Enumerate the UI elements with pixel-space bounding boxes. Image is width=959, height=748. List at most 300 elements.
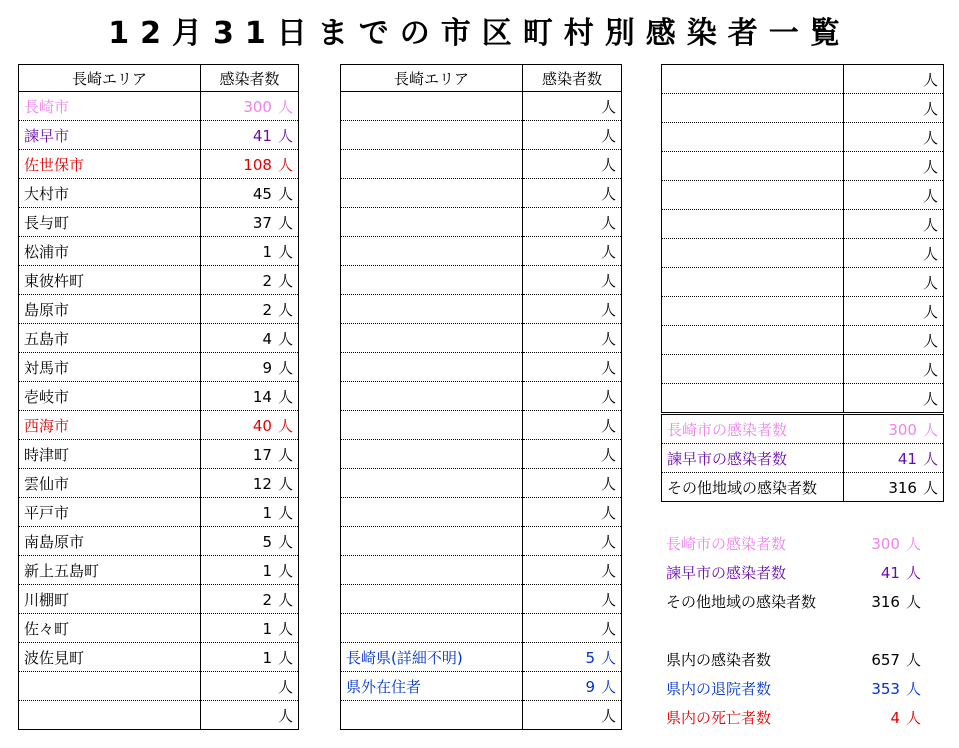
count-value: 1 bbox=[262, 619, 272, 638]
count-unit: 人 bbox=[600, 358, 616, 377]
count-unit: 人 bbox=[600, 155, 616, 174]
count-unit: 人 bbox=[922, 70, 938, 89]
summary-unit: 人 bbox=[905, 709, 921, 727]
area-name: 川棚町 bbox=[19, 585, 201, 614]
count-unit: 人 bbox=[600, 590, 616, 609]
count-unit: 人 bbox=[600, 184, 616, 203]
table-row bbox=[341, 701, 622, 730]
count-unit: 人 bbox=[277, 329, 293, 348]
table-row bbox=[662, 210, 944, 239]
table-row bbox=[662, 94, 944, 123]
area-name bbox=[341, 556, 523, 585]
count-unit: 人 bbox=[277, 445, 293, 464]
area-name: 諫早市 bbox=[19, 121, 201, 150]
table-row bbox=[19, 179, 299, 208]
area-name bbox=[662, 326, 844, 355]
count-cell bbox=[844, 181, 944, 210]
count-unit: 人 bbox=[922, 360, 938, 379]
area-name bbox=[19, 701, 201, 730]
table-row bbox=[341, 498, 622, 527]
table-row bbox=[341, 266, 622, 295]
table-row bbox=[662, 355, 944, 384]
table-row bbox=[341, 295, 622, 324]
area-name: 平戸市 bbox=[19, 498, 201, 527]
count-cell bbox=[523, 237, 622, 266]
table-row bbox=[341, 179, 622, 208]
count-unit: 人 bbox=[277, 677, 293, 696]
table-row bbox=[341, 527, 622, 556]
area-name: 諫早市の感染者数 bbox=[662, 444, 844, 473]
summary-row bbox=[661, 530, 943, 559]
table-row bbox=[341, 556, 622, 585]
count-value: 41 bbox=[897, 449, 917, 468]
count-cell bbox=[201, 353, 299, 382]
table-row bbox=[19, 266, 299, 295]
count-cell bbox=[844, 444, 944, 473]
count-cell bbox=[523, 527, 622, 556]
table-row bbox=[19, 208, 299, 237]
count-cell bbox=[844, 239, 944, 268]
area-name: 佐々町 bbox=[19, 614, 201, 643]
count-cell bbox=[201, 498, 299, 527]
summary-value bbox=[871, 530, 921, 559]
table-row bbox=[19, 469, 299, 498]
table-row bbox=[19, 498, 299, 527]
count-value: 1 bbox=[262, 561, 272, 580]
count-unit: 人 bbox=[277, 387, 293, 406]
count-unit: 人 bbox=[600, 474, 616, 493]
count-unit: 人 bbox=[600, 97, 616, 116]
count-cell bbox=[844, 384, 944, 414]
count-value: 1 bbox=[262, 648, 272, 667]
count-unit: 人 bbox=[922, 420, 938, 439]
count-cell bbox=[844, 414, 944, 444]
count-unit: 人 bbox=[922, 449, 938, 468]
count-cell bbox=[201, 701, 299, 730]
area-name bbox=[662, 297, 844, 326]
count-unit: 人 bbox=[922, 128, 938, 147]
count-value: 300 bbox=[243, 97, 272, 116]
area-name bbox=[341, 527, 523, 556]
count-unit: 人 bbox=[600, 677, 616, 696]
area-name bbox=[341, 469, 523, 498]
area-name: 長崎市の感染者数 bbox=[662, 414, 844, 444]
count-value: 5 bbox=[585, 648, 595, 667]
count-unit: 人 bbox=[922, 478, 938, 497]
count-cell bbox=[844, 152, 944, 181]
count-unit: 人 bbox=[277, 271, 293, 290]
count-unit: 人 bbox=[922, 215, 938, 234]
column-header-count: 感染者数 bbox=[201, 65, 299, 92]
count-cell bbox=[523, 498, 622, 527]
area-name: その他地域の感染者数 bbox=[662, 473, 844, 502]
area-name bbox=[662, 239, 844, 268]
count-unit: 人 bbox=[600, 387, 616, 406]
count-cell bbox=[844, 65, 944, 94]
count-cell bbox=[201, 556, 299, 585]
table-row bbox=[19, 150, 299, 179]
area-name bbox=[662, 384, 844, 414]
count-cell bbox=[523, 266, 622, 295]
table-row bbox=[19, 324, 299, 353]
table-row bbox=[662, 326, 944, 355]
count-cell bbox=[844, 123, 944, 152]
count-cell bbox=[523, 614, 622, 643]
count-cell bbox=[201, 382, 299, 411]
area-table-1 bbox=[18, 64, 299, 730]
count-cell bbox=[523, 585, 622, 614]
summary-number: 316 bbox=[871, 593, 900, 611]
count-unit: 人 bbox=[922, 331, 938, 350]
count-unit: 人 bbox=[922, 273, 938, 292]
count-unit: 人 bbox=[922, 157, 938, 176]
count-unit: 人 bbox=[600, 532, 616, 551]
count-cell bbox=[201, 295, 299, 324]
count-value: 2 bbox=[262, 590, 272, 609]
summary-city-counts bbox=[661, 530, 943, 617]
area-name: 島原市 bbox=[19, 295, 201, 324]
table-row bbox=[662, 473, 944, 502]
count-cell bbox=[523, 121, 622, 150]
count-cell bbox=[201, 672, 299, 701]
count-cell bbox=[201, 208, 299, 237]
count-cell bbox=[201, 585, 299, 614]
count-cell bbox=[523, 353, 622, 382]
count-cell bbox=[844, 355, 944, 384]
table-row bbox=[19, 614, 299, 643]
area-name: 長崎市 bbox=[19, 92, 201, 121]
summary-number: 657 bbox=[871, 651, 900, 669]
count-cell bbox=[201, 643, 299, 672]
count-unit: 人 bbox=[600, 242, 616, 261]
summary-prefecture-counts bbox=[661, 646, 943, 733]
count-unit: 人 bbox=[600, 706, 616, 725]
count-unit: 人 bbox=[277, 155, 293, 174]
area-name bbox=[341, 382, 523, 411]
count-unit: 人 bbox=[922, 244, 938, 263]
area-name: 松浦市 bbox=[19, 237, 201, 266]
count-unit: 人 bbox=[600, 445, 616, 464]
summary-unit: 人 bbox=[905, 593, 921, 611]
count-cell bbox=[523, 411, 622, 440]
count-value: 9 bbox=[262, 358, 272, 377]
area-name bbox=[341, 150, 523, 179]
area-name bbox=[662, 65, 844, 94]
count-unit: 人 bbox=[277, 213, 293, 232]
area-name: 時津町 bbox=[19, 440, 201, 469]
area-name: 五島市 bbox=[19, 324, 201, 353]
summary-label: 県内の退院者数 bbox=[666, 680, 772, 698]
area-name: 雲仙市 bbox=[19, 469, 201, 498]
summary-row bbox=[661, 675, 943, 704]
summary-number: 41 bbox=[880, 564, 900, 582]
table-row bbox=[341, 121, 622, 150]
count-unit: 人 bbox=[277, 561, 293, 580]
table-row bbox=[19, 527, 299, 556]
area-name bbox=[341, 179, 523, 208]
count-value: 45 bbox=[252, 184, 272, 203]
table-row bbox=[341, 208, 622, 237]
table-row bbox=[662, 239, 944, 268]
area-name bbox=[662, 152, 844, 181]
summary-value bbox=[871, 675, 921, 704]
area-name: 波佐見町 bbox=[19, 643, 201, 672]
count-value: 2 bbox=[262, 300, 272, 319]
table-row bbox=[341, 150, 622, 179]
count-cell bbox=[201, 266, 299, 295]
count-value: 12 bbox=[252, 474, 272, 493]
summary-label: その他地域の感染者数 bbox=[666, 593, 817, 611]
table-row bbox=[662, 414, 944, 444]
count-unit: 人 bbox=[277, 474, 293, 493]
count-unit: 人 bbox=[277, 503, 293, 522]
summary-unit: 人 bbox=[905, 535, 921, 553]
table-row bbox=[19, 701, 299, 730]
table-row bbox=[341, 643, 622, 672]
table-row bbox=[19, 237, 299, 266]
count-cell bbox=[844, 268, 944, 297]
area-name bbox=[662, 94, 844, 123]
count-value: 9 bbox=[585, 677, 595, 696]
count-unit: 人 bbox=[600, 561, 616, 580]
count-value: 300 bbox=[888, 420, 917, 439]
table-row bbox=[662, 152, 944, 181]
table-row bbox=[19, 411, 299, 440]
count-cell bbox=[523, 179, 622, 208]
count-unit: 人 bbox=[277, 590, 293, 609]
count-value: 1 bbox=[262, 242, 272, 261]
count-cell bbox=[201, 614, 299, 643]
count-cell bbox=[523, 382, 622, 411]
count-unit: 人 bbox=[600, 503, 616, 522]
summary-value bbox=[881, 559, 921, 588]
count-unit: 人 bbox=[600, 648, 616, 667]
table-row bbox=[19, 672, 299, 701]
count-value: 17 bbox=[252, 445, 272, 464]
count-unit: 人 bbox=[277, 126, 293, 145]
summary-number: 4 bbox=[890, 709, 900, 727]
table-row bbox=[662, 384, 944, 414]
table-row bbox=[19, 92, 299, 121]
count-unit: 人 bbox=[600, 300, 616, 319]
count-unit: 人 bbox=[922, 99, 938, 118]
area-name bbox=[662, 210, 844, 239]
table-row bbox=[19, 585, 299, 614]
area-name: 東彼杵町 bbox=[19, 266, 201, 295]
area-name: 長崎県(詳細不明) bbox=[341, 643, 523, 672]
summary-row bbox=[661, 704, 943, 733]
area-name bbox=[341, 585, 523, 614]
area-name: 南島原市 bbox=[19, 527, 201, 556]
summary-row bbox=[661, 646, 943, 675]
table-row bbox=[341, 469, 622, 498]
count-value: 40 bbox=[252, 416, 272, 435]
count-value: 14 bbox=[252, 387, 272, 406]
count-cell bbox=[844, 94, 944, 123]
count-unit: 人 bbox=[600, 416, 616, 435]
count-cell bbox=[523, 92, 622, 121]
area-name bbox=[341, 92, 523, 121]
count-unit: 人 bbox=[277, 358, 293, 377]
count-unit: 人 bbox=[277, 619, 293, 638]
summary-row bbox=[661, 559, 943, 588]
count-cell bbox=[201, 527, 299, 556]
table-row bbox=[19, 556, 299, 585]
count-cell bbox=[523, 701, 622, 730]
count-cell bbox=[844, 326, 944, 355]
table-row bbox=[19, 295, 299, 324]
count-cell bbox=[523, 672, 622, 701]
table-row bbox=[341, 353, 622, 382]
area-name bbox=[341, 411, 523, 440]
count-unit: 人 bbox=[922, 302, 938, 321]
summary-value bbox=[871, 588, 921, 617]
table-row bbox=[19, 353, 299, 382]
count-unit: 人 bbox=[277, 648, 293, 667]
summary-unit: 人 bbox=[905, 651, 921, 669]
area-name bbox=[341, 614, 523, 643]
area-name: 新上五島町 bbox=[19, 556, 201, 585]
table-row bbox=[341, 672, 622, 701]
area-name bbox=[341, 266, 523, 295]
area-name bbox=[341, 353, 523, 382]
summary-row bbox=[661, 588, 943, 617]
area-name bbox=[341, 440, 523, 469]
area-name bbox=[662, 123, 844, 152]
count-cell bbox=[201, 121, 299, 150]
area-name: 大村市 bbox=[19, 179, 201, 208]
area-name: 佐世保市 bbox=[19, 150, 201, 179]
summary-label: 長崎市の感染者数 bbox=[666, 535, 787, 553]
table-row bbox=[662, 123, 944, 152]
summary-label: 諫早市の感染者数 bbox=[666, 564, 787, 582]
count-unit: 人 bbox=[600, 329, 616, 348]
area-name bbox=[341, 295, 523, 324]
count-unit: 人 bbox=[600, 126, 616, 145]
count-cell bbox=[523, 440, 622, 469]
summary-unit: 人 bbox=[905, 564, 921, 582]
count-cell bbox=[201, 440, 299, 469]
count-cell bbox=[844, 297, 944, 326]
count-unit: 人 bbox=[277, 706, 293, 725]
area-name bbox=[662, 181, 844, 210]
summary-label: 県内の死亡者数 bbox=[666, 709, 772, 727]
count-cell bbox=[523, 643, 622, 672]
count-cell bbox=[523, 324, 622, 353]
summary-value bbox=[871, 646, 921, 675]
area-name bbox=[341, 208, 523, 237]
summary-number: 300 bbox=[871, 535, 900, 553]
count-cell bbox=[201, 92, 299, 121]
count-unit: 人 bbox=[600, 271, 616, 290]
table-row bbox=[662, 181, 944, 210]
table-row bbox=[662, 268, 944, 297]
count-value: 4 bbox=[262, 329, 272, 348]
count-cell bbox=[201, 324, 299, 353]
table-row bbox=[19, 121, 299, 150]
area-name: 壱岐市 bbox=[19, 382, 201, 411]
page-title: 12月31日までの市区町村別感染者一覧 bbox=[108, 16, 851, 51]
table-row bbox=[341, 237, 622, 266]
table-row bbox=[662, 65, 944, 94]
count-cell bbox=[844, 473, 944, 502]
area-name: 県外在住者 bbox=[341, 672, 523, 701]
table-row bbox=[341, 440, 622, 469]
count-unit: 人 bbox=[600, 619, 616, 638]
count-cell bbox=[201, 150, 299, 179]
area-table-2 bbox=[340, 64, 622, 730]
table-row bbox=[341, 411, 622, 440]
summary-value bbox=[890, 704, 921, 733]
count-unit: 人 bbox=[922, 389, 938, 408]
count-unit: 人 bbox=[277, 184, 293, 203]
summary-number: 353 bbox=[871, 680, 900, 698]
count-unit: 人 bbox=[277, 532, 293, 551]
count-cell bbox=[523, 150, 622, 179]
count-value: 1 bbox=[262, 503, 272, 522]
column-header-count: 感染者数 bbox=[523, 65, 622, 92]
count-value: 37 bbox=[252, 213, 272, 232]
area-name: 対馬市 bbox=[19, 353, 201, 382]
area-name bbox=[341, 237, 523, 266]
area-name bbox=[341, 121, 523, 150]
count-unit: 人 bbox=[277, 97, 293, 116]
area-name: 西海市 bbox=[19, 411, 201, 440]
count-value: 5 bbox=[262, 532, 272, 551]
area-name bbox=[662, 268, 844, 297]
column-header-area: 長崎エリア bbox=[19, 65, 201, 92]
count-cell bbox=[523, 208, 622, 237]
table-row bbox=[341, 614, 622, 643]
count-cell bbox=[201, 237, 299, 266]
summary-label: 県内の感染者数 bbox=[666, 651, 772, 669]
table-row bbox=[341, 382, 622, 411]
count-value: 108 bbox=[243, 155, 272, 174]
count-value: 316 bbox=[888, 478, 917, 497]
count-unit: 人 bbox=[277, 300, 293, 319]
count-cell bbox=[523, 469, 622, 498]
area-name bbox=[341, 324, 523, 353]
count-value: 2 bbox=[262, 271, 272, 290]
count-cell bbox=[201, 411, 299, 440]
table-row bbox=[341, 585, 622, 614]
count-unit: 人 bbox=[922, 186, 938, 205]
count-cell bbox=[523, 556, 622, 585]
table-row bbox=[19, 643, 299, 672]
table-row bbox=[19, 382, 299, 411]
totals-table bbox=[661, 64, 944, 502]
count-value: 41 bbox=[252, 126, 272, 145]
table-row bbox=[341, 92, 622, 121]
area-name bbox=[662, 355, 844, 384]
summary-unit: 人 bbox=[905, 680, 921, 698]
count-cell bbox=[201, 469, 299, 498]
count-cell bbox=[523, 295, 622, 324]
area-name: 長与町 bbox=[19, 208, 201, 237]
count-cell bbox=[201, 179, 299, 208]
count-unit: 人 bbox=[277, 242, 293, 261]
count-unit: 人 bbox=[600, 213, 616, 232]
column-header-area: 長崎エリア bbox=[341, 65, 523, 92]
area-name bbox=[341, 498, 523, 527]
area-name bbox=[341, 701, 523, 730]
count-cell bbox=[844, 210, 944, 239]
table-row bbox=[662, 297, 944, 326]
table-row bbox=[341, 324, 622, 353]
count-unit: 人 bbox=[277, 416, 293, 435]
table-row bbox=[19, 440, 299, 469]
area-name bbox=[19, 672, 201, 701]
